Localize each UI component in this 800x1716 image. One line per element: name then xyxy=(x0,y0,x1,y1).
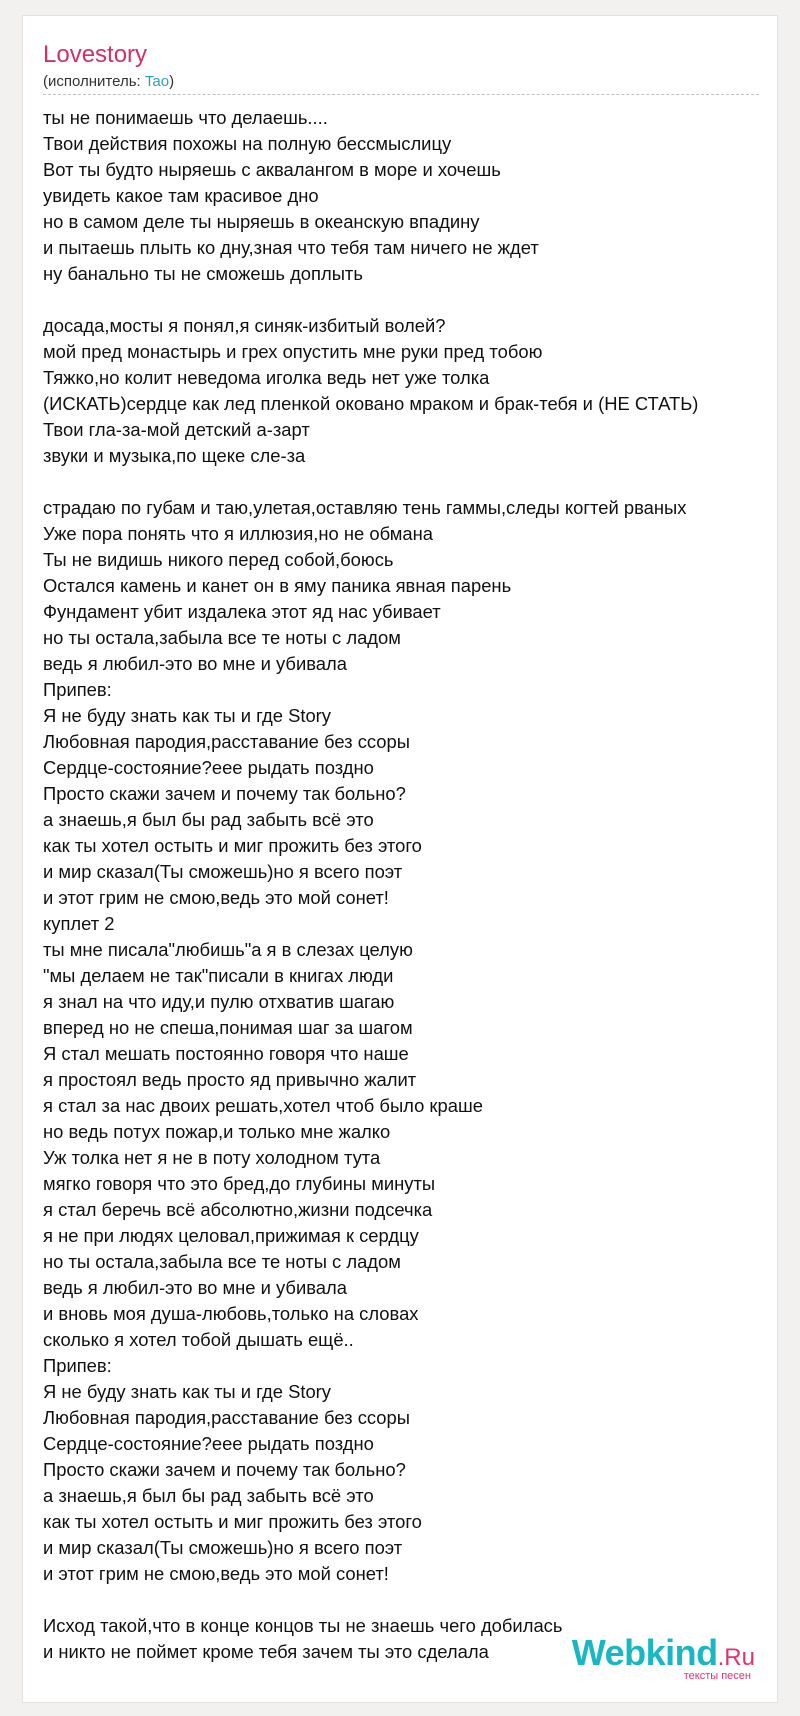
lyric-line: звуки и музыка,по щеке сле-за xyxy=(43,445,306,466)
lyric-line: ну банально ты не сможешь доплыть xyxy=(43,263,363,284)
lyric-line: но ты остала,забыла все те ноты с ладом xyxy=(43,627,401,648)
lyric-line: Сердце-состояние?еее рыдать поздно xyxy=(43,1433,374,1454)
lyric-line: Ты не видишь никого перед собой,боюсь xyxy=(43,549,394,570)
lyric-line: Я не буду знать как ты и где Story xyxy=(43,1381,331,1402)
logo-main-text: Webkind xyxy=(571,1632,718,1673)
lyric-line: и вновь моя душа-любовь,только на словах xyxy=(43,1303,419,1324)
stanza-break xyxy=(43,1587,773,1613)
lyric-line: но ты остала,забыла все те ноты с ладом xyxy=(43,1251,401,1272)
stanza-break xyxy=(43,469,773,495)
lyric-line: Вот ты будто ныряешь с аквалангом в море и хочешь xyxy=(43,159,501,180)
lyric-line: но ведь потух пожар,и только мне жалко xyxy=(43,1121,391,1142)
lyric-line: Фундамент убит издалека этот яд нас убивает xyxy=(43,601,441,622)
lyric-line: а знаешь,я был бы рад забыть всё это xyxy=(43,1485,374,1506)
lyric-line: и мир сказал(Ты сможешь)но я всего поэт xyxy=(43,861,403,882)
lyric-line: и этот грим не смою,ведь это мой сонет! xyxy=(43,887,389,908)
lyric-line: досада,мосты я понял,я синяк-избитый волей? xyxy=(43,315,446,336)
lyric-line: сколько я хотел тобой дышать ещё.. xyxy=(43,1329,354,1350)
lyric-line: Сердце-состояние?еее рыдать поздно xyxy=(43,757,374,778)
header-divider xyxy=(43,94,759,95)
artist-link[interactable]: Tao xyxy=(144,73,170,90)
lyric-line: а знаешь,я был бы рад забыть всё это xyxy=(43,809,374,830)
lyric-line: Уже пора понять что я иллюзия,но не обмана xyxy=(43,523,433,544)
lyric-line: Твои действия похожы на полную бессмыслицу xyxy=(43,133,452,154)
lyric-line: Исход такой,что в конце концов ты не знаешь чего добилась xyxy=(43,1615,563,1636)
lyric-line: мой пред монастырь и грех опустить мне руки пред тобою xyxy=(43,341,543,362)
lyric-line: (ИСКАТЬ)сердце как лед пленкой оковано мраком и брак-тебя и (НЕ СТАТЬ) xyxy=(43,393,699,414)
lyric-line: вперед но не спеша,понимая шаг за шагом xyxy=(43,1017,413,1038)
logo-suffix-text: .Ru xyxy=(717,1644,755,1671)
lyric-line: я простоял ведь просто яд привычно жалит xyxy=(43,1069,417,1090)
logo-subtitle: тексты песен xyxy=(683,1670,751,1682)
lyric-line: Я не буду знать как ты и где Story xyxy=(43,705,331,726)
lyric-line: куплет 2 xyxy=(43,913,115,934)
lyric-line: и пытаешь плыть ко дну,зная что тебя там ничего не ждет xyxy=(43,237,539,258)
lyric-line: Тяжко,но колит неведома иголка ведь нет уже толка xyxy=(43,367,490,388)
lyric-line: "мы делаем не так"писали в книгах люди xyxy=(43,965,394,986)
lyric-line: Просто скажи зачем и почему так больно? xyxy=(43,783,406,804)
artist-line xyxy=(43,73,174,91)
stanza-break xyxy=(43,287,773,313)
lyric-line: страдаю по губам и таю,улетая,оставляю тень гаммы,следы когтей рваных xyxy=(43,497,687,518)
lyric-line: и никто не поймет кроме тебя зачем ты это сделала xyxy=(43,1641,489,1662)
lyric-line: Просто скажи зачем и почему так больно? xyxy=(43,1459,406,1480)
lyric-line: Припев: xyxy=(43,1355,112,1376)
lyric-line: Припев: xyxy=(43,679,112,700)
lyric-line: ты мне писала"любишь"а я в слезах целую xyxy=(43,939,413,960)
site-logo[interactable] xyxy=(571,1632,755,1682)
lyric-line: я стал беречь всё абсолютно,жизни подсечка xyxy=(43,1199,433,1220)
lyric-line: увидеть какое там красивое дно xyxy=(43,185,319,206)
lyric-line: я знал на что иду,и пулю отхватив шагаю xyxy=(43,991,395,1012)
song-title: Lovestory xyxy=(43,41,148,68)
artist-suffix: ) xyxy=(169,73,175,90)
lyric-line: Я стал мешать постоянно говоря что наше xyxy=(43,1043,409,1064)
lyric-line: ведь я любил-это во мне и убивала xyxy=(43,1277,347,1298)
lyric-line: Любовная пародия,расставание без ссоры xyxy=(43,1407,410,1428)
lyric-line: но в самом деле ты ныряешь в океанскую впадину xyxy=(43,211,480,232)
lyric-line: Уж толка нет я не в поту холодном тута xyxy=(43,1147,381,1168)
lyric-line: Остался камень и канет он в яму паника явная парень xyxy=(43,575,512,596)
lyric-line: ведь я любил-это во мне и убивала xyxy=(43,653,347,674)
lyrics-body xyxy=(43,105,773,1665)
artist-prefix: (исполнитель: xyxy=(43,73,145,90)
lyric-line: как ты хотел остыть и миг прожить без этого xyxy=(43,1511,422,1532)
lyric-line: я не при людях целовал,прижимая к сердцу xyxy=(43,1225,419,1246)
lyric-line: как ты хотел остыть и миг прожить без этого xyxy=(43,835,422,856)
lyric-line: мягко говоря что это бред,до глубины минуты xyxy=(43,1173,436,1194)
lyric-line: и этот грим не смою,ведь это мой сонет! xyxy=(43,1563,389,1584)
lyric-line: Твои гла-за-мой детский а-зарт xyxy=(43,419,310,440)
lyric-line: и мир сказал(Ты сможешь)но я всего поэт xyxy=(43,1537,403,1558)
lyric-line: я стал за нас двоих решать,хотел чтоб было краше xyxy=(43,1095,483,1116)
lyric-line: Любовная пародия,расставание без ссоры xyxy=(43,731,410,752)
lyric-line: ты не понимаешь что делаешь.... xyxy=(43,107,328,128)
lyrics-card xyxy=(22,15,778,1703)
